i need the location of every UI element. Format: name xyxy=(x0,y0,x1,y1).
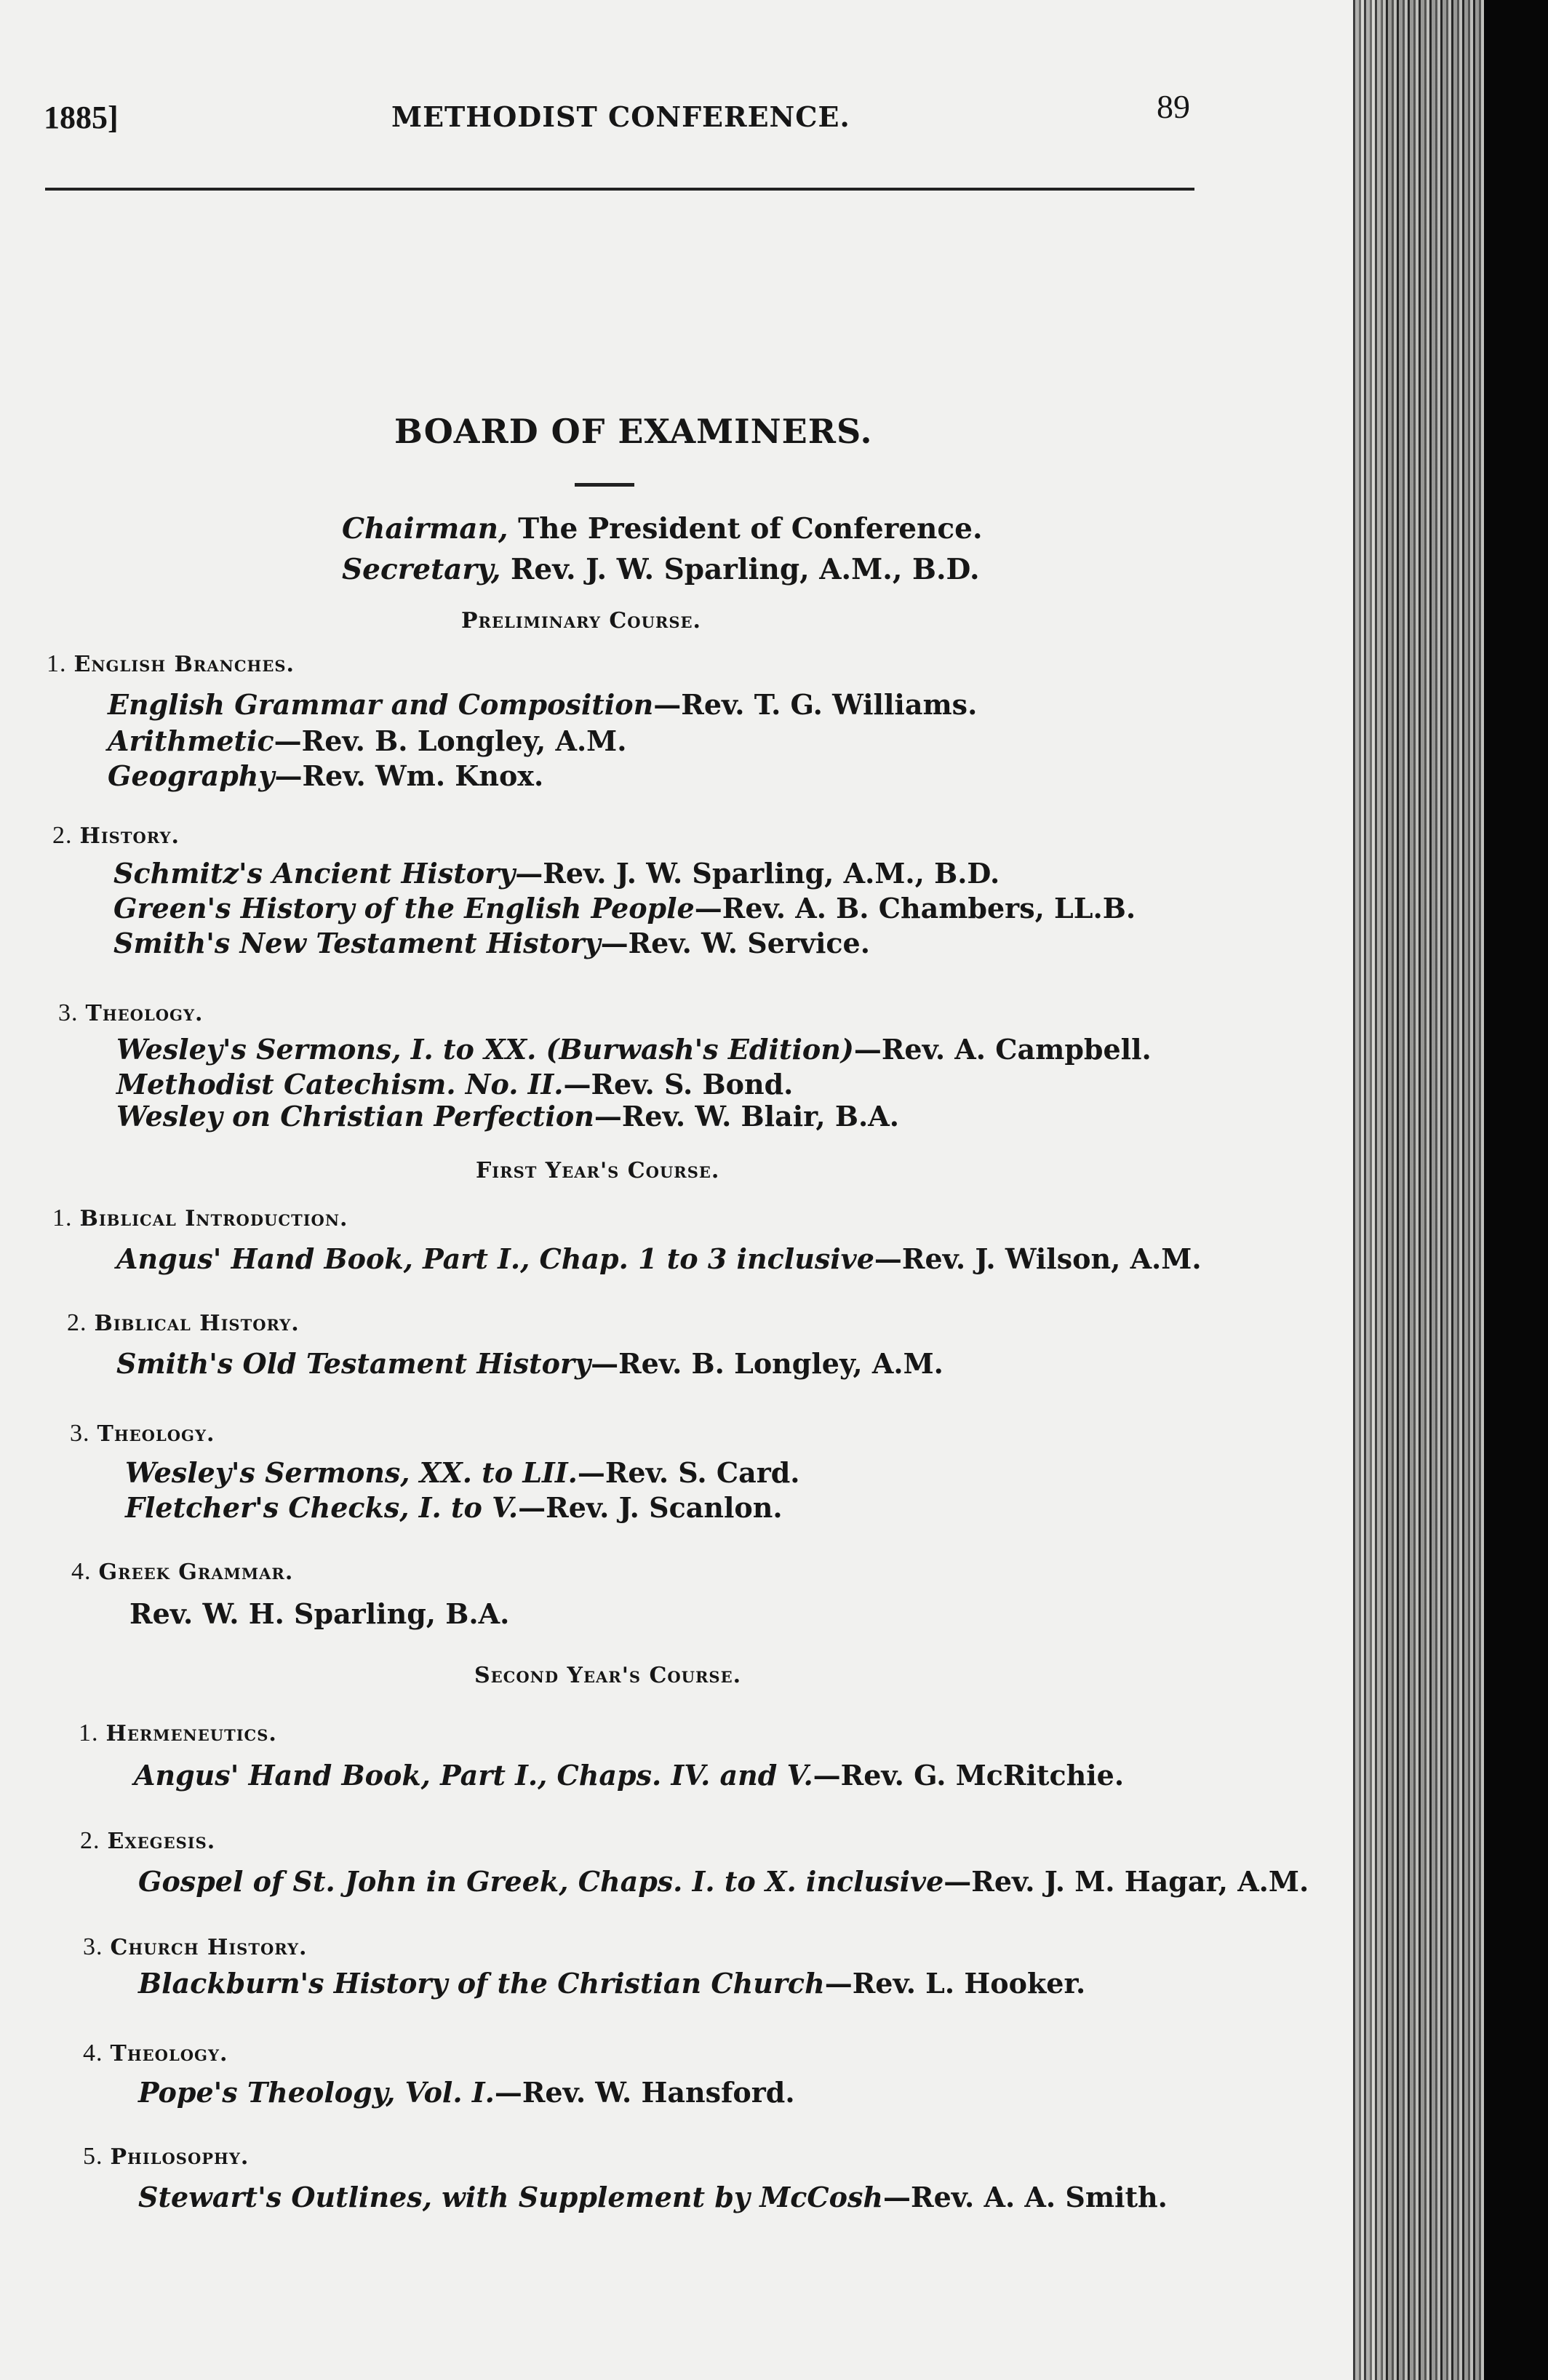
section-biblical-history: 2. Biblical History. xyxy=(67,1309,300,1336)
entry: Angus' Hand Book, Part I., Chaps. IV. and V.—Rev. G. McRitchie. xyxy=(134,1759,1125,1792)
section-greek-grammar: 4. Greek Grammar. xyxy=(71,1558,294,1585)
entry: Arithmetic—Rev. B. Longley, A.M. xyxy=(108,724,627,757)
entry: Wesley on Christian Perfection—Rev. W. Blair, B.A. xyxy=(116,1100,899,1133)
entry: English Grammar and Composition—Rev. T. G. Williams. xyxy=(108,688,978,721)
section-theology: 3. Theology. xyxy=(58,999,204,1026)
section-biblical-introduction: 1. Biblical Introduction. xyxy=(52,1205,348,1231)
entry: Gospel of St. John in Greek, Chaps. I. to X. inclusive—Rev. J. M. Hagar, A.M. xyxy=(138,1865,1309,1898)
header-year: 1885] xyxy=(44,100,119,135)
running-header xyxy=(44,79,1208,144)
entry: Rev. W. H. Sparling, B.A. xyxy=(129,1597,510,1630)
section-english-branches: 1. English Branches. xyxy=(47,650,295,677)
course-heading-second-year: Second Year's Course. xyxy=(474,1663,742,1688)
entry: Stewart's Outlines, with Supplement by McCosh—Rev. A. A. Smith. xyxy=(138,2181,1168,2213)
section-history: 2. History. xyxy=(52,822,180,849)
secretary-name: Rev. J. W. Sparling, A.M., B.D. xyxy=(511,553,980,586)
entry: Wesley's Sermons, XX. to LII.—Rev. S. Card. xyxy=(125,1456,800,1489)
entry: Fletcher's Checks, I. to V.—Rev. J. Scanlon. xyxy=(125,1491,783,1524)
entry: Angus' Hand Book, Part I., Chap. 1 to 3 inclusive—Rev. J. Wilson, A.M. xyxy=(116,1242,1202,1275)
title-divider xyxy=(575,483,634,487)
chairman-name: The President of Conference. xyxy=(518,512,983,546)
page-number: 89 xyxy=(1157,88,1190,125)
entry: Schmitz's Ancient History—Rev. J. W. Sparling, A.M., B.D. xyxy=(113,857,1000,890)
secretary-role: Secretary, xyxy=(342,553,501,586)
entry: Pope's Theology, Vol. I.—Rev. W. Hansford. xyxy=(138,2076,795,2109)
secretary-line xyxy=(342,553,980,586)
entry: Methodist Catechism. No. II.—Rev. S. Bond. xyxy=(116,1068,794,1101)
course-heading-first-year: First Year's Course. xyxy=(476,1158,720,1183)
chairman-line xyxy=(342,512,983,546)
entry: Blackburn's History of the Christian Church—Rev. L. Hooker. xyxy=(138,1967,1086,2000)
page-title: BOARD OF EXAMINERS. xyxy=(394,412,873,451)
entry: Smith's Old Testament History—Rev. B. Longley, A.M. xyxy=(116,1347,943,1380)
chairman-role: Chairman, xyxy=(342,512,508,546)
header-rule xyxy=(45,188,1194,191)
section-theology: 3. Theology. xyxy=(70,1420,215,1447)
header-running-title: METHODIST CONFERENCE. xyxy=(391,100,850,133)
section-philosophy: 5. Philosophy. xyxy=(83,2143,250,2170)
scan-background xyxy=(1484,0,1548,2380)
entry: Green's History of the English People—Rev. A. B. Chambers, LL.B. xyxy=(113,892,1136,925)
section-church-history: 3. Church History. xyxy=(83,1933,308,1960)
section-theology: 4. Theology. xyxy=(83,2040,228,2066)
entry: Smith's New Testament History—Rev. W. Service. xyxy=(113,927,870,959)
entry: Geography—Rev. Wm. Knox. xyxy=(108,759,544,792)
entry: Wesley's Sermons, I. to XX. (Burwash's Edition)—Rev. A. Campbell. xyxy=(116,1033,1152,1066)
section-exegesis: 2. Exegesis. xyxy=(80,1827,216,1854)
course-heading-preliminary: Preliminary Course. xyxy=(461,608,701,634)
section-hermeneutics: 1. Hermeneutics. xyxy=(79,1720,277,1746)
